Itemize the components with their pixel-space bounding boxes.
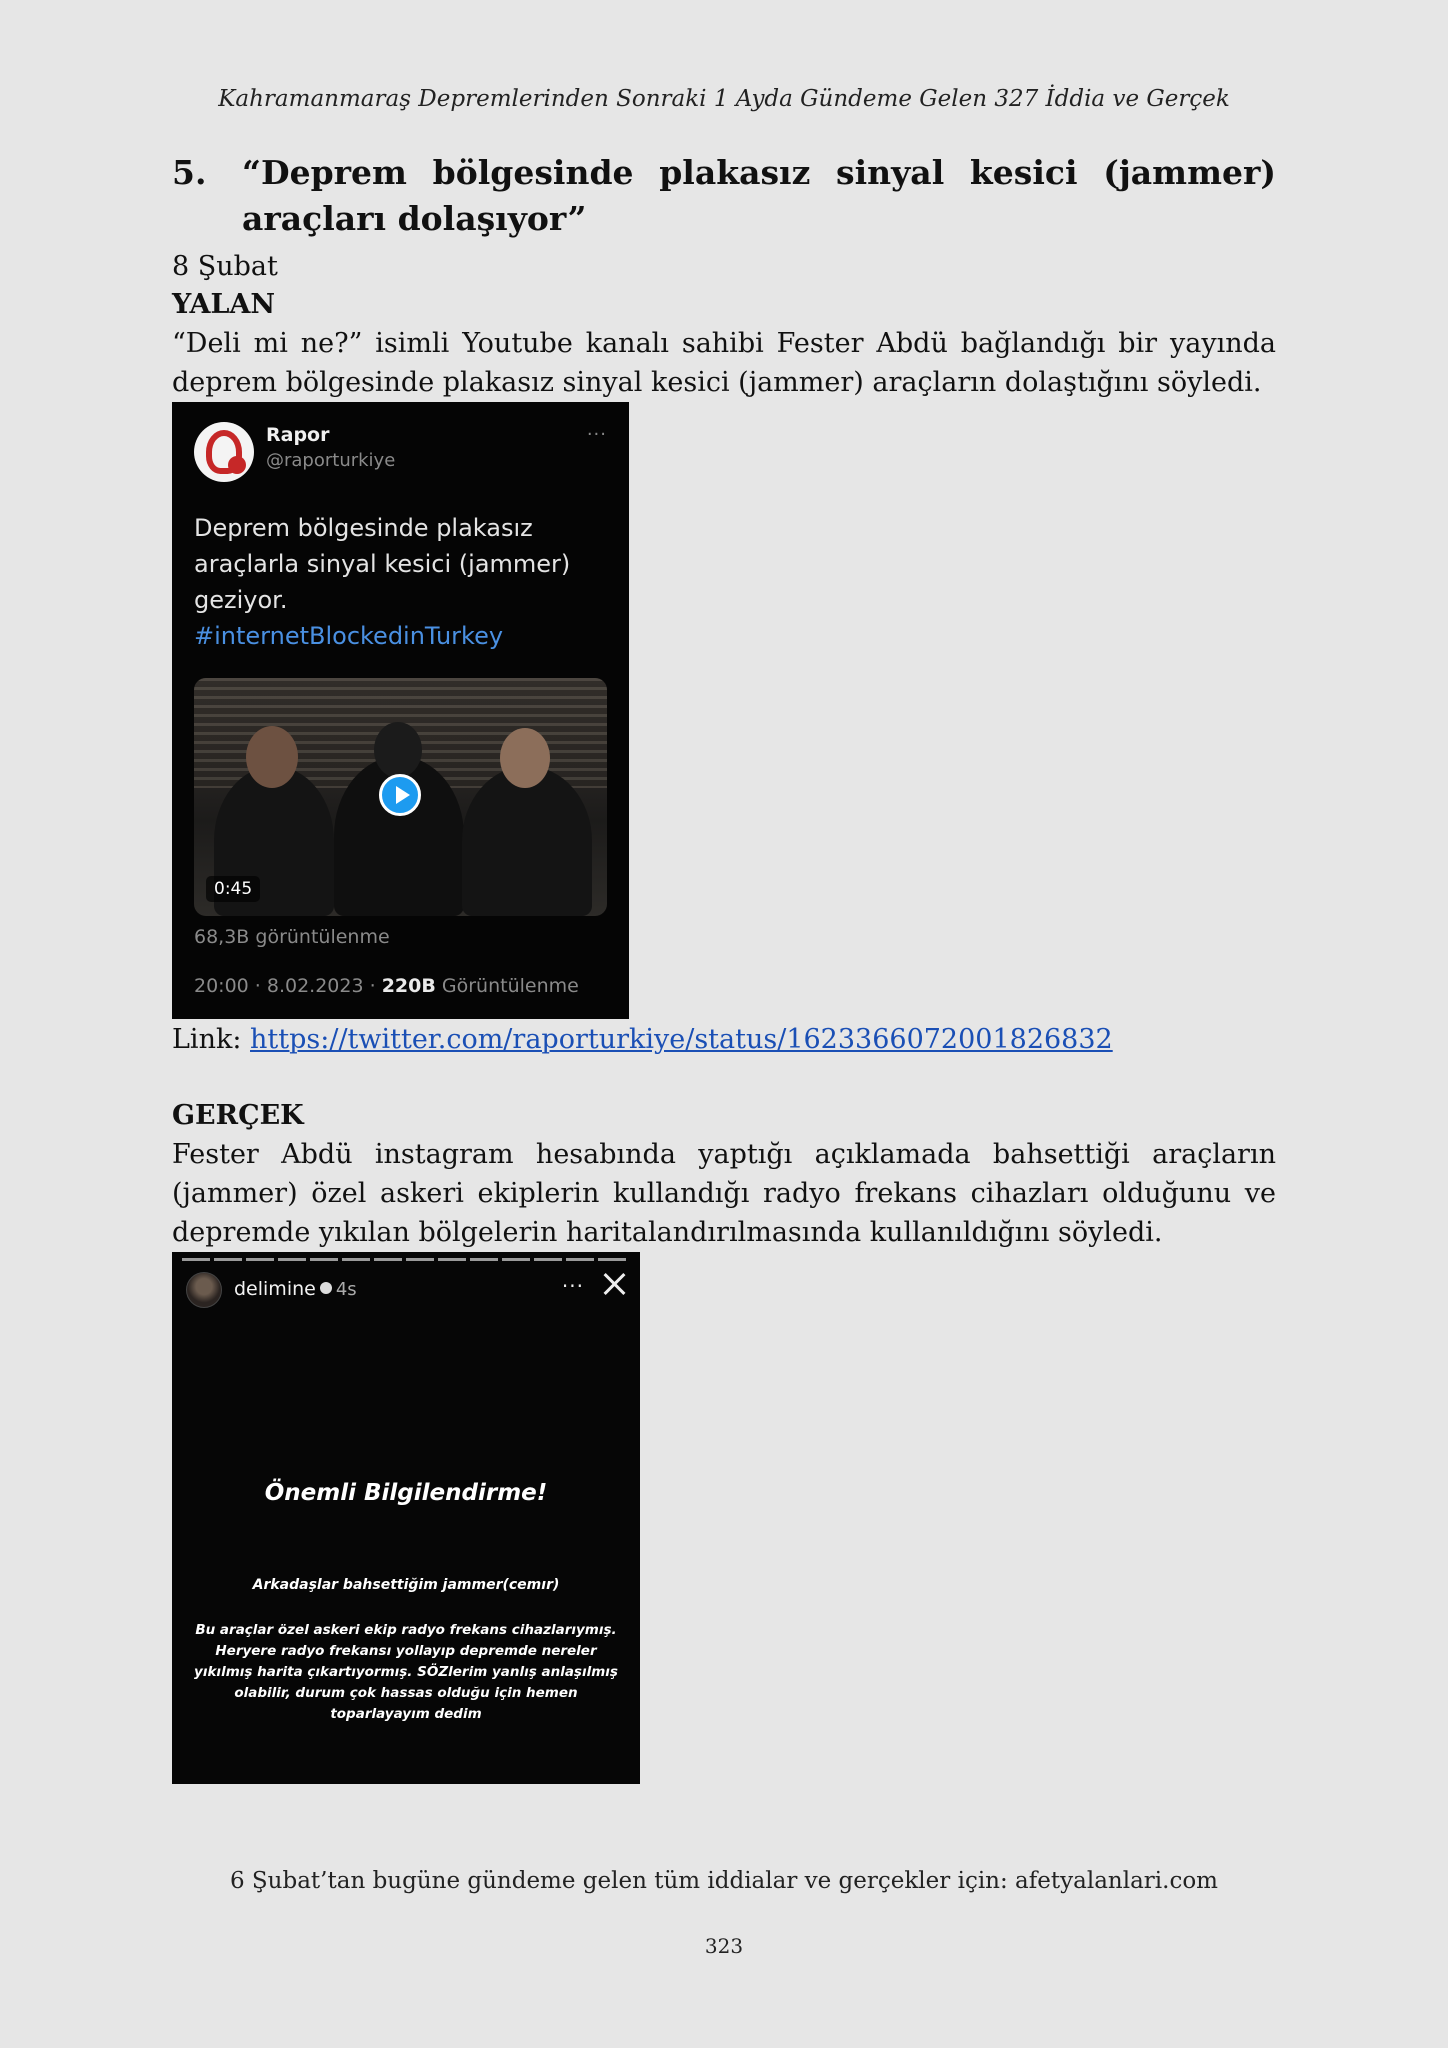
tweet-text: Deprem bölgesinde plakasız araçlarla sinyal kesici (jammer) geziyor. xyxy=(194,514,571,614)
avatar-logo-icon xyxy=(194,422,254,482)
tweet-screenshot xyxy=(172,402,629,1019)
page-footer: 6 Şubat’tan bugüne gündeme gelen tüm iddialar ve gerçekler için: afetyalanlari.com xyxy=(229,1868,1218,1894)
link-label: Link: xyxy=(172,1024,242,1055)
tweet-view-count: 220B xyxy=(381,975,436,997)
claim-text: “Deli mi ne?” isimli Youtube kanalı sahibi Fester Abdü bağlandığı bir yayında deprem bölgesinde plakasız sinyal kesici (jammer) araçların dolaştığını söyledi. xyxy=(172,328,1276,398)
truth-label: GERÇEK xyxy=(172,1100,304,1131)
source-link-line xyxy=(172,1021,1276,1059)
tweet-meta xyxy=(194,975,579,997)
video-views: 68,3B görüntülenme xyxy=(194,926,390,948)
page-content xyxy=(172,150,1276,1784)
more-icon: ··· xyxy=(586,424,607,445)
story-more-icon: ··· xyxy=(561,1274,584,1298)
tweet-author-handle: @raporturkiye xyxy=(266,450,396,471)
story-avatar xyxy=(186,1272,222,1308)
story-progress-bar xyxy=(182,1258,630,1261)
tweet-timestamp: 20:00 · 8.02.2023 · xyxy=(194,975,382,997)
verified-icon xyxy=(320,1282,332,1294)
tweet-author-name: Rapor xyxy=(266,424,330,446)
close-icon xyxy=(600,1270,628,1298)
story-title: Önemli Bilgilendirme! xyxy=(264,1480,548,1506)
tweet-view-label: Görüntülenme xyxy=(435,975,579,997)
story-header xyxy=(234,1278,357,1300)
section-title: “Deprem bölgesinde plakasız sinyal kesici (jammer) araçları dolaşıyor” xyxy=(242,153,1276,238)
video-duration: 0:45 xyxy=(206,876,260,902)
video-thumbnail xyxy=(194,678,607,916)
story-time: 4s xyxy=(335,1279,357,1300)
tweet-body xyxy=(194,510,614,654)
instagram-story-screenshot xyxy=(172,1252,640,1784)
story-message: Bu araçlar özel askeri ekip radyo frekans cihazlarıymış. Heryere radyo frekansı yollayıp depremde nereler yıkılmış harita çıkartıyormış. SÖZlerim yanlış anlaşılmış olabilir, durum çok hassas olduğu için hemen toparlayayım dedim xyxy=(194,1622,618,1722)
running-head: Kahramanmaraş Depremlerinden Sonraki 1 Ayda Gündeme Gelen 327 İddia ve Gerçek xyxy=(218,86,1230,112)
verdict-label: YALAN xyxy=(172,289,276,320)
story-subtitle: Arkadaşlar bahsettiğim jammer(cemır) xyxy=(252,1577,560,1593)
claim-date: 8 Şubat xyxy=(172,251,278,282)
play-icon xyxy=(379,774,421,816)
tweet-hashtag: #internetBlockedinTurkey xyxy=(194,622,504,650)
truth-text: Fester Abdü instagram hesabında yaptığı açıklamada bahsettiği araçların (jammer) özel askeri ekiplerin kullandığı radyo frekans cihazları olduğunu ve depremde yıkılan bölgelerin haritalandırılmasında kullanıldığını söyledi. xyxy=(172,1139,1276,1248)
page-number: 323 xyxy=(704,1934,744,1958)
section-heading xyxy=(172,150,1276,242)
section-number: 5. xyxy=(172,153,207,192)
source-link[interactable]: https://twitter.com/raporturkiye/status/1623366072001826832 xyxy=(250,1024,1113,1055)
story-username: delimine xyxy=(234,1278,316,1300)
